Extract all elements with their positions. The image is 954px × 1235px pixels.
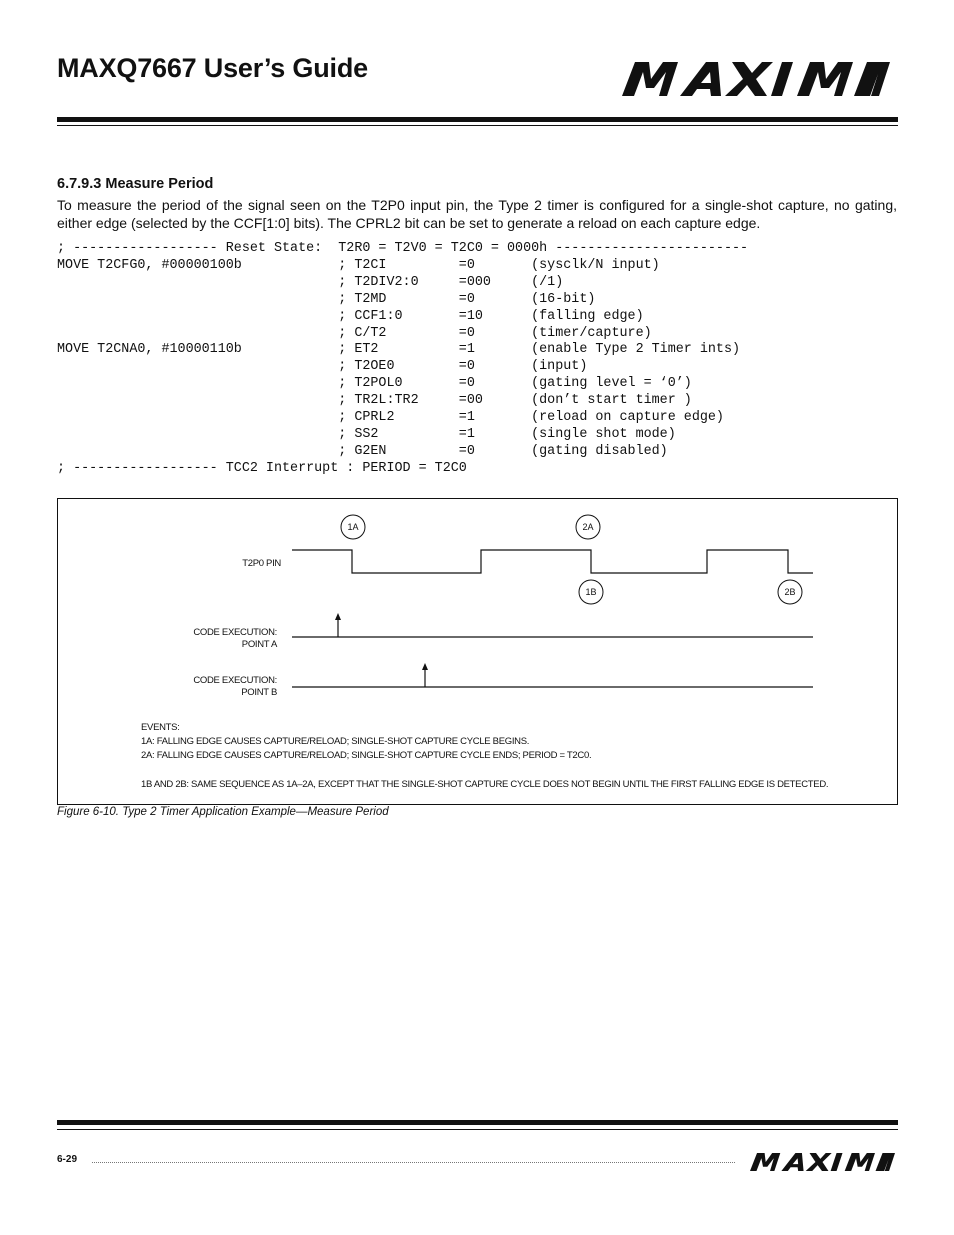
point-a-arrow [335,613,341,637]
figure-caption: Figure 6-10. Type 2 Timer Application Example—Measure Period [57,806,389,818]
marker-2b-label: 2B [784,587,796,597]
point-a-label-line2: POINT A [241,639,277,650]
point-a-label-line1: CODE EXECUTION: [193,627,277,638]
code-line: ; T2MD =0 (16-bit) [57,291,596,307]
header-rule-thin [57,125,898,126]
maxim-logo-footer [750,1153,895,1171]
code-line: ; TR2L:TR2 =00 (don’t start timer ) [57,393,692,409]
page-number: 6-29 [57,1154,78,1165]
code-line: ; CCF1:0 =10 (falling edge) [57,308,644,324]
t2p0-pin-label: T2P0 PIN [242,558,281,569]
footer-rule-thick [57,1120,898,1125]
point-b-label-line1: CODE EXECUTION: [193,675,277,686]
body-paragraph: To measure the period of the signal seen on the T2P0 input pin, the Type 2 timer is configured for a single-shot capture, no gating, either edge (selected by the CCF[1:0] bits). The CPRL2 bit can be set to generate a reload on each capture edge. [57,197,897,231]
code-line: ; G2EN =0 (gating disabled) [57,443,668,459]
code-listing [57,241,748,478]
code-line: ; C/T2 =0 (timer/capture) [57,325,652,341]
footer-rule-thin [57,1129,898,1130]
marker-2a-label: 2A [582,522,594,532]
code-line: MOVE T2CNA0, #10000110b ; ET2 =1 (enable Type 2 Timer ints) [57,342,741,358]
point-b-arrow [422,663,428,687]
code-line: ; SS2 =1 (single shot mode) [57,426,676,442]
section-heading: 6.7.9.3 Measure Period [57,176,214,192]
t2p0-waveform [292,550,813,573]
timing-diagram-figure [57,498,898,805]
code-line: ; ------------------ Reset State: T2R0 = T2V0 = T2C0 = 0000h ------------------------ [57,241,749,256]
events-heading: EVENTS: [141,722,180,733]
code-line: ; T2OE0 =0 (input) [57,359,588,375]
header-rule-thick [57,117,898,122]
footer-dotted-line [92,1162,735,1163]
maxim-logo-header [622,62,890,96]
event-2a: 2A: FALLING EDGE CAUSES CAPTURE/RELOAD; SINGLE-SHOT CAPTURE CYCLE ENDS; PERIOD = T2C0. [141,750,592,761]
point-b-label-line2: POINT B [241,687,277,698]
code-line: MOVE T2CFG0, #00000100b ; T2CI =0 (sysclk/N input) [57,257,660,273]
code-line: ; CPRL2 =1 (reload on capture edge) [57,410,724,426]
document-title: MAXQ7667 User’s Guide [57,53,368,83]
event-1b-2b: 1B AND 2B: SAME SEQUENCE AS 1A–2A, EXCEPT THAT THE SINGLE-SHOT CAPTURE CYCLE DOES NOT BEGIN UNTIL THE FIRST FALLING EDGE IS DETECTED. [141,779,829,790]
timing-diagram [58,499,897,804]
marker-1b-label: 1B [585,587,597,597]
marker-1a-label: 1A [347,522,359,532]
code-line: ; T2POL0 =0 (gating level = ‘0’) [57,376,692,392]
code-line: ; T2DIV2:0 =000 (/1) [57,274,564,290]
event-1a: 1A: FALLING EDGE CAUSES CAPTURE/RELOAD; SINGLE-SHOT CAPTURE CYCLE BEGINS. [141,736,530,747]
code-line: ; ------------------ TCC2 Interrupt : PERIOD = T2C0 [57,460,467,476]
